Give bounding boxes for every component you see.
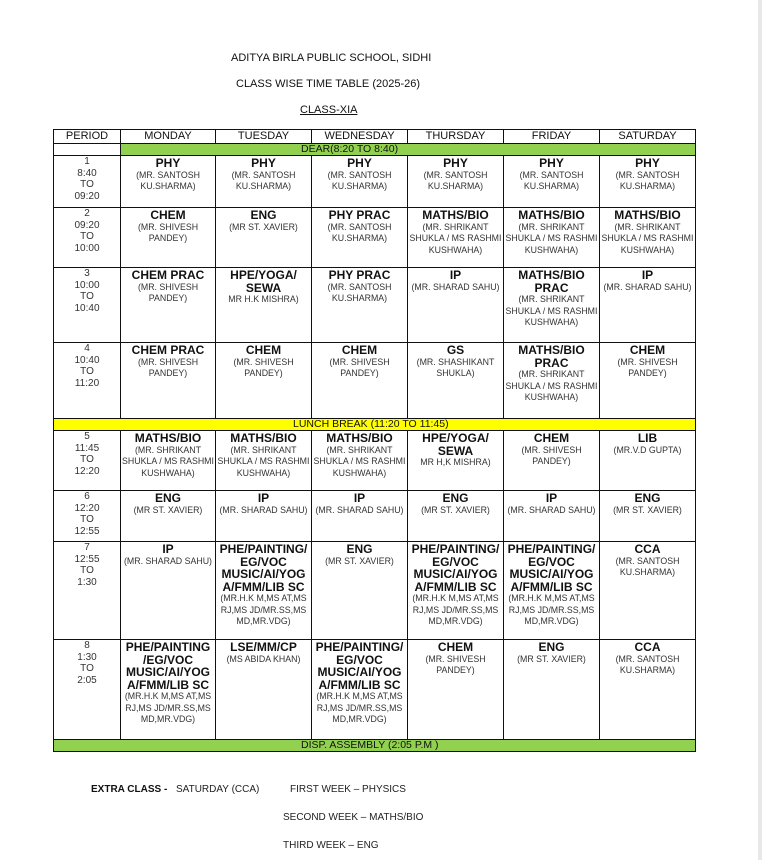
teacher-name: (MR. SANTOSH KU.SHARMA): [327, 169, 392, 191]
col-header-period: PERIOD: [54, 130, 121, 144]
teacher-name: (MR. SHIVESH PANDEY): [617, 356, 678, 378]
subject-name: PHE/PAINTING /EG/VOC MUSIC/AI/YOG A/FMM/LIB SC: [125, 640, 211, 692]
teacher-name: (MR. SHARAD SAHU): [124, 555, 212, 566]
subject-name: CHEM PRAC: [131, 268, 205, 282]
period-to: TO: [80, 291, 94, 302]
teacher-name: MR H.K MISHRA): [228, 294, 299, 304]
teacher-name: (MR.H.K M,MS AT,MS RJ,MS JD/MR.SS,MS MD,MR.VDG): [124, 691, 212, 724]
subject-name: ENG: [634, 491, 661, 505]
period-end: 10:00: [74, 242, 100, 254]
period-start: 10:40: [74, 354, 100, 366]
subject-name: MATHS/BIO: [134, 431, 202, 445]
extra-class-label: EXTRA CLASS -: [91, 784, 168, 795]
class-cell-monday: [121, 343, 216, 419]
class-cell-tuesday: [216, 268, 312, 343]
subject-name: ENG: [442, 491, 469, 505]
period-no: 7: [84, 542, 90, 553]
class-cell-friday: [504, 156, 600, 208]
teacher-name: (MR. SANTOSH KU.SHARMA): [615, 169, 680, 191]
teacher-name: (MR. SHRIKANT SHUKLA / MS RASHMI KUSHWAHA): [601, 221, 694, 255]
class-cell-friday: [504, 542, 600, 640]
subject-name: IP: [353, 491, 366, 505]
col-header-wednesday: WEDNESDAY: [312, 130, 408, 144]
class-cell-wednesday: [312, 343, 408, 419]
subject-name: ENG: [250, 208, 277, 222]
period-no: 5: [84, 431, 90, 442]
subject-name: PHY PRAC: [328, 208, 391, 222]
lunch-band: [54, 419, 696, 431]
period-row: [54, 208, 696, 268]
class-cell-tuesday: [216, 156, 312, 208]
subject-name: ENG: [538, 640, 565, 654]
teacher-name: (MR. SHIVESH PANDEY): [425, 653, 486, 675]
subject-name: HPE/YOGA/ SEWA: [422, 431, 489, 458]
period-no: 3: [84, 268, 90, 279]
subject-name: PHY: [635, 156, 660, 170]
class-cell-wednesday: [312, 542, 408, 640]
class-cell-friday: [504, 208, 600, 268]
period-to: TO: [80, 514, 94, 525]
school-name: ADITYA BIRLA PUBLIC SCHOOL, SIDHI: [231, 52, 432, 64]
teacher-name: (MR ST. XAVIER): [613, 504, 682, 515]
subject-name: CHEM: [341, 343, 378, 357]
subject-name: IP: [545, 491, 558, 505]
class-cell-saturday: [600, 542, 696, 640]
class-cell-friday: [504, 640, 600, 740]
class-cell-saturday: [600, 156, 696, 208]
period-end: 12:55: [74, 525, 100, 537]
subject-name: CHEM: [629, 343, 666, 357]
class-cell-thursday: [408, 268, 504, 343]
subject-name: IP: [641, 268, 654, 282]
class-cell-thursday: [408, 343, 504, 419]
subject-name: PHY PRAC: [328, 268, 391, 282]
dear-label: DEAR(8:20 TO 8:40): [301, 143, 399, 155]
period-cell: [54, 208, 121, 268]
subject-name: CHEM: [245, 343, 282, 357]
dispersal-row: [54, 740, 696, 752]
subject-name: HPE/YOGA/ SEWA: [230, 268, 297, 295]
teacher-name: (MR. SHRIKANT SHUKLA / MS RASHMI KUSHWAHA): [505, 294, 598, 327]
class-cell-thursday: [408, 542, 504, 640]
class-cell-wednesday: [312, 156, 408, 208]
period-to: TO: [80, 565, 94, 576]
teacher-name: (MR. SHARAD SAHU): [507, 504, 596, 515]
col-header-tuesday: TUESDAY: [216, 130, 312, 144]
teacher-name: (MR. SHRIKANT SHUKLA / MS RASHMI KUSHWAHA): [313, 444, 406, 478]
class-cell-saturday: [600, 431, 696, 491]
period-end: 1:30: [77, 576, 97, 588]
class-cell-monday: [121, 208, 216, 268]
teacher-name: (MR.H.K M,MS AT,MS RJ,MS JD/MR.SS,MS MD,MR.VDG): [316, 691, 403, 724]
class-cell-friday: [504, 268, 600, 343]
teacher-name: (MR. SHARAD SAHU): [219, 504, 308, 515]
timetable-subtitle: CLASS WISE TIME TABLE (2025-26): [236, 78, 421, 90]
teacher-name: (MR ST. XAVIER): [325, 555, 394, 566]
lunch-row: [54, 419, 696, 431]
class-cell-thursday: [408, 208, 504, 268]
teacher-name: MR H,K MISHRA): [420, 457, 491, 467]
class-cell-friday: [504, 491, 600, 542]
teacher-name: (MR ST. XAVIER): [133, 504, 203, 515]
period-no: 8: [84, 640, 90, 651]
teacher-name: (MR. SHIVESH PANDEY): [137, 356, 199, 378]
period-row: [54, 431, 696, 491]
dispersal-band: [54, 740, 696, 752]
class-cell-wednesday: [312, 208, 408, 268]
period-start: 12:20: [74, 502, 100, 514]
teacher-name: (MR. SANTOSH KU.SHARMA): [519, 169, 584, 191]
subject-name: IP: [449, 268, 462, 282]
class-cell-wednesday: [312, 640, 408, 740]
period-no: 2: [84, 208, 90, 219]
dear-row-blank: [54, 144, 121, 156]
period-start: 12:55: [74, 553, 100, 565]
teacher-name: (MR. SANTOSH KU.SHARMA): [231, 169, 296, 191]
teacher-name: (MR ST. XAVIER): [517, 653, 586, 664]
class-cell-thursday: [408, 431, 504, 491]
teacher-name: (MR.H.K M,MS AT,MS RJ,MS JD/MR.SS,MS MD,MR.VDG): [220, 593, 307, 626]
teacher-name: (MR.H.K M,MS AT,MS RJ,MS JD/MR.SS,MS MD,MR.VDG): [508, 593, 595, 626]
period-to: TO: [80, 663, 94, 674]
period-no: 4: [84, 343, 90, 354]
subject-name: PHE/PAINTING/ EG/VOC MUSIC/AI/YOG A/FMM/LIB SC: [315, 640, 404, 692]
teacher-name: (MR. SANTOSH KU.SHARMA): [327, 281, 392, 303]
subject-name: PHE/PAINTING/ EG/VOC MUSIC/AI/YOG A/FMM/LIB SC: [219, 542, 308, 594]
period-row: [54, 156, 696, 208]
subject-name: MATHS/BIO: [518, 208, 585, 222]
teacher-name: (MR. SHIVESH PANDEY): [521, 444, 582, 466]
teacher-name: (MR. SHARAD SAHU): [315, 504, 404, 515]
period-end: 12:20: [74, 465, 100, 477]
teacher-name: (MR. SHRIKANT SHUKLA / MS RASHMI KUSHWAHA): [505, 369, 598, 402]
class-cell-tuesday: [216, 208, 312, 268]
class-cell-saturday: [600, 208, 696, 268]
class-cell-wednesday: [312, 268, 408, 343]
subject-name: PHY: [155, 156, 181, 170]
period-start: 10:00: [74, 279, 100, 291]
dispersal-label: DISP. ASSEMBLY (2:05 P.M ): [301, 739, 439, 751]
teacher-name: (MS ABIDA KHAN): [226, 653, 301, 664]
period-start: 8:40: [77, 167, 97, 179]
class-cell-monday: [121, 542, 216, 640]
period-cell: [54, 431, 121, 491]
teacher-name: (MR. SHIVESH PANDEY): [137, 221, 199, 243]
subject-name: ENG: [154, 491, 181, 505]
teacher-name: (MR. SHIVESH PANDEY): [329, 356, 390, 378]
extra-class-day: SATURDAY (CCA): [176, 784, 260, 795]
period-cell: [54, 491, 121, 542]
subject-name: MATHS/BIO: [326, 431, 393, 445]
class-cell-tuesday: [216, 640, 312, 740]
subject-name: CHEM: [150, 208, 186, 222]
col-header-thursday: THURSDAY: [408, 130, 504, 144]
class-cell-thursday: [408, 491, 504, 542]
extra-class-week-1: FIRST WEEK – PHYSICS: [290, 784, 406, 795]
period-end: 2:05: [77, 674, 97, 686]
teacher-name: (MR. SANTOSH KU.SHARMA): [615, 555, 680, 577]
extra-class-week-3: THIRD WEEK – ENG: [283, 840, 379, 851]
subject-name: PHY: [539, 156, 564, 170]
class-cell-monday: [121, 156, 216, 208]
teacher-name: (MR. SHARAD SAHU): [603, 281, 692, 292]
class-cell-monday: [121, 640, 216, 740]
subject-name: CCA: [634, 542, 661, 556]
class-cell-tuesday: [216, 491, 312, 542]
extra-class-week-2: SECOND WEEK – MATHS/BIO: [283, 812, 424, 823]
class-cell-monday: [121, 491, 216, 542]
teacher-name: (MR. SANTOSH KU.SHARMA): [327, 221, 392, 243]
period-row: [54, 268, 696, 343]
subject-name: IP: [162, 542, 174, 556]
lunch-label: LUNCH BREAK (11:20 TO 11:45): [293, 418, 449, 430]
subject-name: PHY: [251, 156, 276, 170]
period-to: TO: [80, 231, 94, 242]
class-cell-tuesday: [216, 343, 312, 419]
period-row: [54, 491, 696, 542]
period-row: [54, 640, 696, 740]
subject-name: GS: [446, 343, 465, 357]
period-cell: [54, 542, 121, 640]
col-header-monday: MONDAY: [121, 130, 216, 144]
subject-name: IP: [257, 491, 270, 505]
subject-name: LIB: [637, 431, 658, 445]
teacher-name: (MR ST. XAVIER): [421, 504, 490, 515]
subject-name: MATHS/BIO PRAC: [518, 268, 585, 295]
period-to: TO: [80, 366, 94, 377]
class-cell-saturday: [600, 268, 696, 343]
subject-name: PHY: [443, 156, 468, 170]
period-cell: [54, 268, 121, 343]
class-cell-friday: [504, 431, 600, 491]
teacher-name: (MR. SANTOSH KU.SHARMA): [615, 653, 680, 675]
class-cell-wednesday: [312, 431, 408, 491]
subject-name: CHEM: [437, 640, 474, 654]
class-cell-thursday: [408, 640, 504, 740]
subject-name: MATHS/BIO: [230, 431, 297, 445]
period-no: 6: [84, 491, 90, 502]
class-cell-monday: [121, 431, 216, 491]
teacher-name: (MR. SHIVESH PANDEY): [233, 356, 294, 378]
subject-name: CHEM PRAC: [131, 343, 205, 357]
class-cell-tuesday: [216, 542, 312, 640]
subject-name: LSE/MM/CP: [230, 640, 297, 654]
period-cell: [54, 640, 121, 740]
teacher-name: (MR. SHRIKANT SHUKLA / MS RASHMI KUSHWAHA): [505, 221, 598, 255]
teacher-name: (MR. SHIVESH PANDEY): [137, 281, 199, 303]
teacher-name: (MR ST. XAVIER): [229, 221, 298, 232]
subject-name: MATHS/BIO: [422, 208, 489, 222]
teacher-name: (MR. SHASHIKANT SHUKLA): [416, 356, 495, 378]
col-header-friday: FRIDAY: [504, 130, 600, 144]
teacher-name: (MR.V.D GUPTA): [613, 444, 682, 455]
class-cell-thursday: [408, 156, 504, 208]
class-cell-monday: [121, 268, 216, 343]
class-cell-saturday: [600, 491, 696, 542]
dear-band: [121, 144, 696, 156]
subject-name: MATHS/BIO: [614, 208, 681, 222]
period-cell: [54, 156, 121, 208]
col-header-saturday: SATURDAY: [600, 130, 696, 144]
class-cell-wednesday: [312, 491, 408, 542]
teacher-name: (MR. SHARAD SAHU): [411, 281, 500, 292]
subject-name: CCA: [634, 640, 661, 654]
class-cell-saturday: [600, 343, 696, 419]
dear-row: [54, 144, 696, 156]
period-row: [54, 542, 696, 640]
teacher-name: (MR. SHRIKANT SHUKLA / MS RASHMI KUSHWAHA): [409, 221, 502, 255]
subject-name: PHE/PAINTING/ EG/VOC MUSIC/AI/YOG A/FMM/LIB SC: [411, 542, 500, 594]
teacher-name: (MR.H.K M,MS AT,MS RJ,MS JD/MR.SS,MS MD,MR.VDG): [412, 593, 499, 626]
subject-name: ENG: [346, 542, 373, 556]
period-to: TO: [80, 179, 94, 190]
period-row: [54, 343, 696, 419]
class-cell-tuesday: [216, 431, 312, 491]
timetable: [53, 129, 696, 752]
period-start: 1:30: [77, 651, 97, 663]
period-start: 09:20: [74, 219, 100, 231]
period-end: 10:40: [74, 302, 100, 314]
period-no: 1: [84, 156, 90, 167]
class-cell-saturday: [600, 640, 696, 740]
header-row: [54, 130, 696, 144]
period-to: TO: [80, 454, 94, 465]
period-cell: [54, 343, 121, 419]
period-start: 11:45: [74, 442, 100, 454]
teacher-name: (MR. SHRIKANT SHUKLA / MS RASHMI KUSHWAHA): [122, 444, 214, 478]
teacher-name: (MR. SHRIKANT SHUKLA / MS RASHMI KUSHWAHA): [217, 444, 310, 478]
subject-name: CHEM: [533, 431, 570, 445]
page-edge-scrollbar: [758, 0, 762, 860]
teacher-name: (MR. SANTOSH KU.SHARMA): [423, 169, 488, 191]
subject-name: MATHS/BIO PRAC: [518, 343, 585, 370]
class-cell-friday: [504, 343, 600, 419]
period-end: 09:20: [74, 190, 100, 202]
class-name: CLASS-XIA: [300, 104, 358, 116]
subject-name: PHY: [347, 156, 372, 170]
period-end: 11:20: [74, 377, 100, 389]
subject-name: PHE/PAINTING/ EG/VOC MUSIC/AI/YOG A/FMM/LIB SC: [507, 542, 596, 594]
teacher-name: (MR. SANTOSH KU.SHARMA): [136, 169, 200, 191]
